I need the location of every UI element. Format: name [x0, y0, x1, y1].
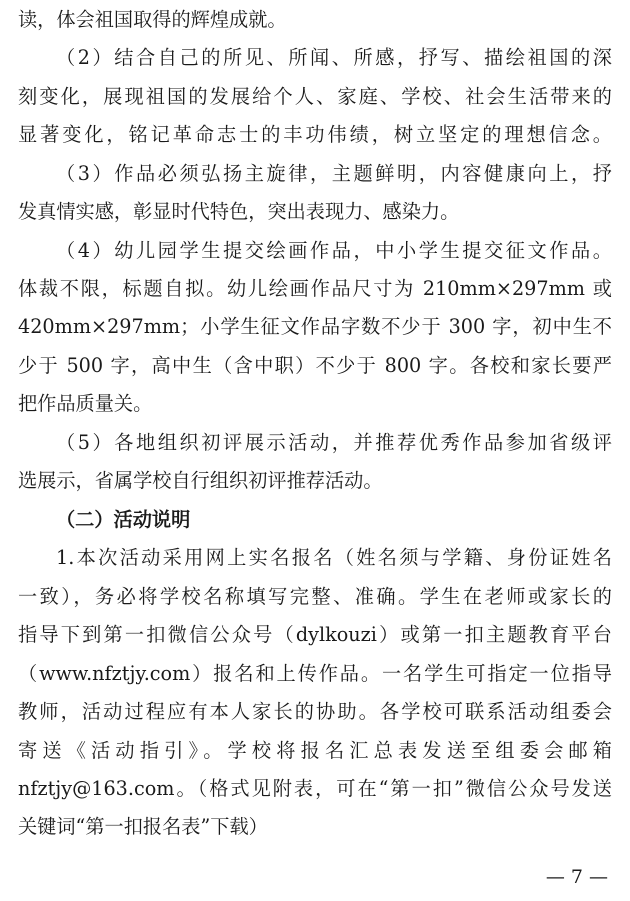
- text-line-19: 教师，活动过程应有本人家长的协助。各学校可联系活动组委会: [18, 700, 612, 723]
- text-line-17: 指导下到第一扣微信公众号（dylkouzi）或第一扣主题教育平台: [18, 623, 612, 646]
- text-line-5: （3）作品必须弘扬主旋律，主题鲜明，内容健康向上，抒: [56, 162, 612, 185]
- text-line-9: 420mm×297mm；小学生征文作品字数不少于 300 字，初中生不: [18, 315, 612, 338]
- page-number: — 7 —: [545, 866, 608, 888]
- text-line-12: （5）各地组织初评展示活动，并推荐优秀作品参加省级评: [56, 431, 612, 454]
- text-line-2: （2）结合自己的所见、所闻、所感，抒写、描绘祖国的深: [56, 46, 612, 69]
- text-line-10: 少于 500 字，高中生（含中职）不少于 800 字。各校和家长要严: [18, 354, 612, 377]
- section-heading: （二）活动说明: [56, 508, 191, 531]
- text-line-6: 发真情实感，彰显时代特色，突出表现力、感染力。: [18, 200, 460, 223]
- text-line-21: nfztjy@163.com。（格式见附表，可在“第一扣”微信公众号发送: [18, 777, 612, 800]
- text-line-11: 把作品质量关。: [18, 392, 153, 415]
- text-line-7: （4）幼儿园学生提交绘画作品，中小学生提交征文作品。: [56, 239, 612, 262]
- text-line-13: 选展示，省属学校自行组织初评推荐活动。: [18, 469, 383, 492]
- text-line-8: 体裁不限，标题自拟。幼儿绘画作品尺寸为 210mm×297mm 或: [18, 277, 612, 300]
- text-line-3: 刻变化，展现祖国的发展给个人、家庭、学校、社会生活带来的: [18, 85, 612, 108]
- text-line-1: 读，体会祖国取得的辉煌成就。: [18, 8, 287, 31]
- text-line-22: 关键词“第一扣报名表”下载）: [18, 815, 268, 838]
- text-line-20: 寄送《活动指引》。学校将报名汇总表发送至组委会邮箱: [18, 739, 612, 762]
- text-line-15: 1.本次活动采用网上实名报名（姓名须与学籍、身份证姓名: [56, 546, 612, 569]
- text-line-16: 一致），务必将学校名称填写完整、准确。学生在老师或家长的: [18, 585, 612, 608]
- text-line-4: 显著变化，铭记革命志士的丰功伟绩，树立坚定的理想信念。: [18, 123, 612, 146]
- text-line-18: （www.nfztjy.com）报名和上传作品。一名学生可指定一位指导: [18, 662, 612, 685]
